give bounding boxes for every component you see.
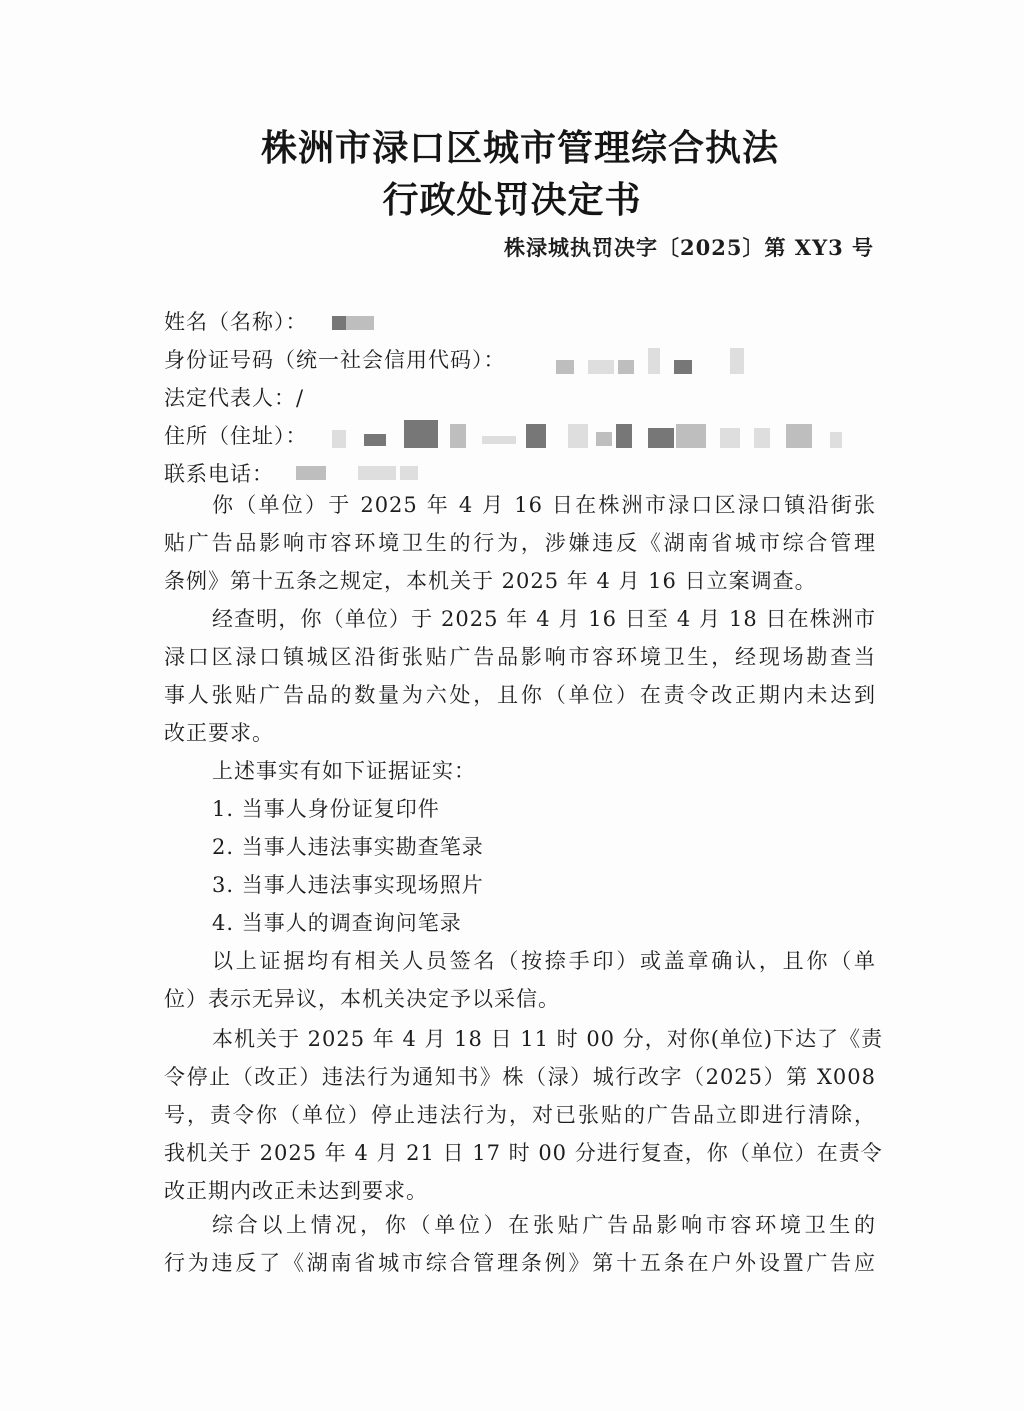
paragraph-line: 以上证据均有相关人员签名（按捺手印）或盖章确认，且你（单	[212, 949, 876, 973]
legal-rep-label-text: 法定代表人：	[164, 386, 296, 410]
evidence-intro: 上述事实有如下证据证实：	[212, 759, 476, 783]
paragraph-line: 位）表示无异议，本机关决定予以采信。	[164, 987, 560, 1011]
address-label: 住所（住址）：	[164, 424, 308, 448]
document-title-line1: 株洲市渌口区城市管理综合执法	[260, 128, 779, 169]
evidence-item: 1. 当事人身份证复印件	[212, 797, 440, 821]
paragraph-findings	[164, 600, 876, 752]
paragraph-line: 贴广告品影响市容环境卫生的行为，涉嫌违反《湖南省城市综合管理	[164, 531, 876, 555]
legal-rep-label	[164, 382, 304, 412]
paragraph-line: 我机关于 2025 年 4 月 21 日 17 时 00 分进行复查，你（单位）在责令	[164, 1141, 883, 1165]
paragraph-line: 你（单位）于 2025 年 4 月 16 日在株洲市渌口区渌口镇沿街张	[212, 493, 876, 517]
paragraph-line: 综合以上情况，你（单位）在张贴广告品影响市容环境卫生的	[212, 1213, 876, 1237]
paragraph-line: 经查明，你（单位）于 2025 年 4 月 16 日至 4 月 18 日在株洲市	[212, 607, 876, 631]
evidence-item: 4. 当事人的调查询问笔录	[212, 911, 462, 935]
paragraph-line: 行为违反了《湖南省城市综合管理条例》第十五条在户外设置广告应	[164, 1251, 876, 1275]
id-number-label: 身份证号码（统一社会信用代码）：	[164, 348, 506, 372]
document-title-line2: 行政处罚决定书	[382, 180, 642, 221]
phone-label: 联系电话：	[164, 462, 274, 486]
evidence-item: 3. 当事人违法事实现场照片	[212, 873, 484, 897]
paragraph-evidence-acceptance	[164, 942, 876, 1018]
paragraph-line: 改正要求。	[164, 721, 274, 745]
paragraph-line: 令停止（改正）违法行为通知书》株（渌）城行改字（2025）第 X008	[164, 1065, 876, 1089]
paragraph-line: 事人张贴广告品的数量为六处，且你（单位）在责令改正期内未达到	[164, 683, 876, 707]
legal-rep-value: /	[296, 386, 305, 410]
paragraph-line: 条例》第十五条之规定，本机关于 2025 年 4 月 16 日立案调查。	[164, 569, 817, 593]
paragraph-line: 号，责令你（单位）停止违法行为，对已张贴的广告品立即进行清除，	[164, 1103, 876, 1127]
paragraph-line: 渌口区渌口镇城区沿街张贴广告品影响市容环境卫生，经现场勘查当	[164, 645, 876, 669]
document-number: 株渌城执罚决字〔2025〕第 XY3 号	[504, 235, 874, 260]
paragraph-line: 本机关于 2025 年 4 月 18 日 11 时 00 分，对你(单位)下达了《责	[212, 1027, 884, 1051]
paragraph-rectification-notice	[164, 1020, 884, 1210]
paragraph-line: 改正期内改正未达到要求。	[164, 1179, 428, 1203]
name-label: 姓名（名称）：	[164, 310, 308, 334]
evidence-item: 2. 当事人违法事实勘查笔录	[212, 835, 484, 859]
paragraph-case-filing	[164, 486, 876, 600]
paragraph-conclusion	[164, 1206, 876, 1282]
